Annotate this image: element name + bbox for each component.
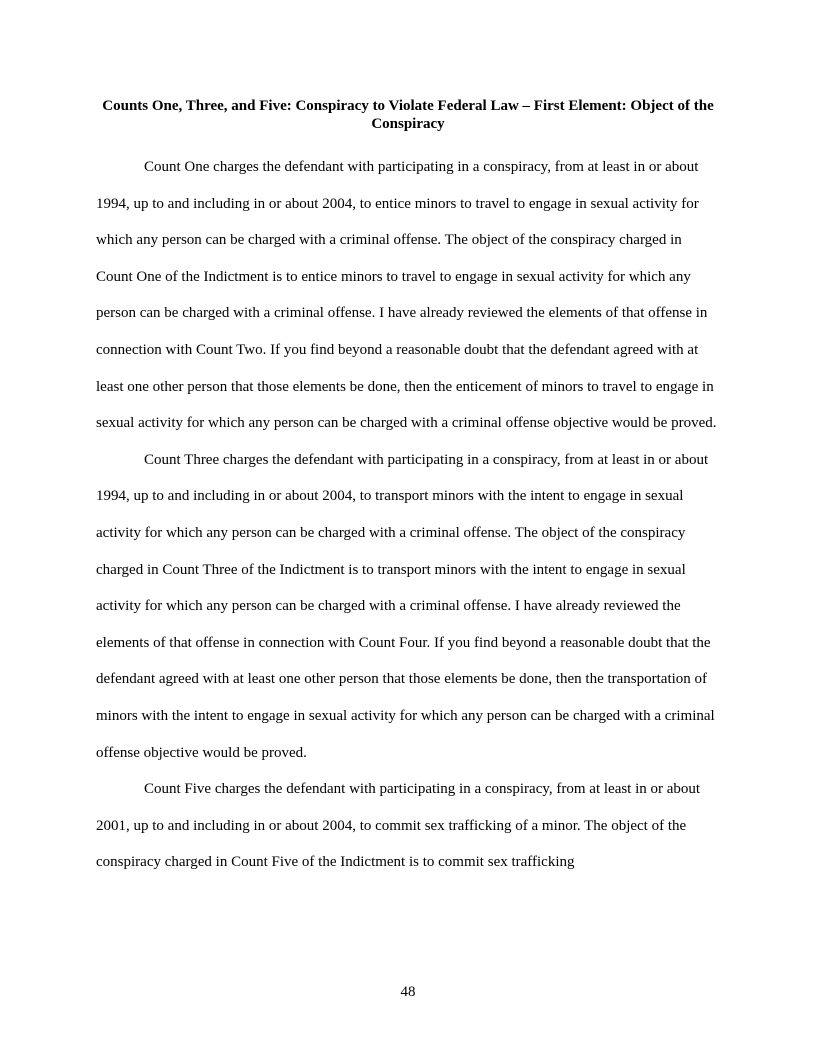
paragraph-count-three: Count Three charges the defendant with participating in a conspiracy, from at least in or about 1994, up to and including in or about 2004, to transport minors with the intent to engage in sexual activity for which any person can be charged with a criminal offense. The object of the conspiracy charged in Count Three of the Indictment is to transport minors with the intent to engage in sexual activity for which any person can be charged with a criminal offense. I have already reviewed the elements of that offense in connection with Count Four. If you find beyond a reasonable doubt that the defendant agreed with at least one other person that those elements be done, then the transportation of minors with the intent to engage in sexual activity for which any person can be charged with a criminal offense objective would be proved. (96, 451, 715, 761)
paragraph-count-five: Count Five charges the defendant with participating in a conspiracy, from at least in or about 2001, up to and including in or about 2004, to commit sex trafficking of a minor. The object of the conspiracy charged in Count Five of the Indictment is to commit sex trafficking (96, 781, 701, 871)
page-number: 48 (400, 984, 416, 1000)
body-text (96, 149, 720, 881)
section-heading: Counts One, Three, and Five: Conspiracy to Violate Federal Law – First Element: Object of the Conspiracy (102, 98, 714, 132)
paragraph-count-one: Count One charges the defendant with participating in a conspiracy, from at least in or about 1994, up to and including in or about 2004, to entice minors to travel to engage in sexual activity for which any person can be charged with a criminal offense. The object of the conspiracy charged in Count One of the Indictment is to entice minors to travel to engage in sexual activity for which any person can be charged with a criminal offense. I have already reviewed the elements of that offense in connection with Count Two. If you find beyond a reasonable doubt that the defendant agreed with at least one other person that those elements be done, then the enticement of minors to travel to engage in sexual activity for which any person can be charged with a criminal offense objective would be proved. (96, 159, 717, 432)
